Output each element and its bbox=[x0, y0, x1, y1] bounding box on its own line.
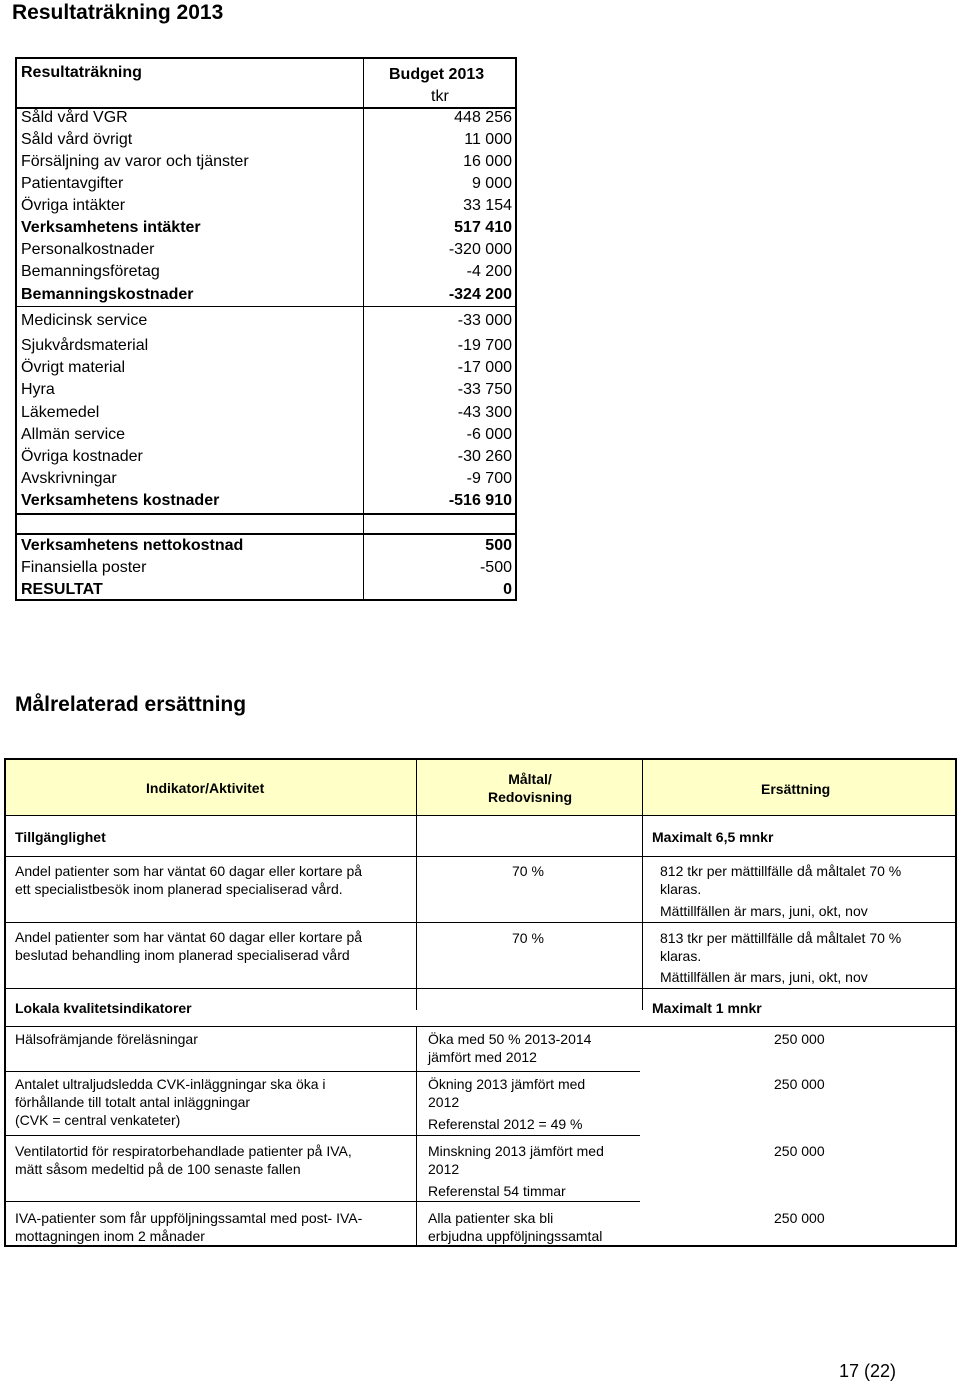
table-row bbox=[17, 379, 515, 401]
compensation-text: klaras. bbox=[660, 948, 702, 964]
table-row-total bbox=[17, 535, 515, 557]
indicator-text: ett specialistbesök inom planerad specialiserad vård. bbox=[15, 881, 343, 897]
row-value: -500 bbox=[479, 559, 512, 576]
row-label: Övrigt material bbox=[21, 359, 126, 376]
table-row bbox=[17, 129, 515, 151]
compensation-text: Mättillfällen är mars, juni, okt, nov bbox=[660, 903, 868, 919]
target-text: erbjudna uppföljningssamtal bbox=[428, 1228, 603, 1244]
target-text: Referenstal 54 timmar bbox=[428, 1183, 566, 1199]
indicator-text: Andel patienter som har väntat 60 dagar eller kortare på bbox=[15, 863, 363, 879]
indicator-text: (CVK = central venkateter) bbox=[15, 1112, 181, 1128]
row-label: Medicinsk service bbox=[21, 312, 148, 329]
target-compensation-table bbox=[4, 758, 957, 1247]
row-value: 33 154 bbox=[463, 197, 512, 214]
table-row-total bbox=[17, 490, 515, 512]
indicator-text: Andel patienter som har väntat 60 dagar eller kortare på bbox=[15, 929, 363, 945]
row-label: Hyra bbox=[21, 381, 55, 398]
row-value: 500 bbox=[485, 537, 512, 554]
row-value: -9 700 bbox=[466, 470, 512, 487]
indicator-text: mätt såsom medeltid på de 100 senaste fallen bbox=[15, 1161, 301, 1177]
table-row-result bbox=[17, 579, 515, 601]
indicator-text: beslutad behandling inom planerad specialiserad vård bbox=[15, 947, 350, 963]
availability-title: Tillgänglighet bbox=[15, 829, 106, 845]
page-number: 17 (22) bbox=[839, 1361, 897, 1381]
table-row bbox=[17, 239, 515, 261]
divider bbox=[6, 988, 955, 989]
amount-value: 250 000 bbox=[774, 1210, 825, 1226]
table-row bbox=[17, 151, 515, 173]
row-value: -33 000 bbox=[457, 312, 512, 329]
row-label: Verksamhetens intäkter bbox=[21, 219, 201, 236]
divider bbox=[6, 1201, 640, 1202]
row-value: 0 bbox=[503, 581, 512, 598]
table-row bbox=[17, 468, 515, 490]
row-value: -6 000 bbox=[466, 426, 512, 443]
row-label: Läkemedel bbox=[21, 404, 100, 421]
row-label: Försäljning av varor och tjänster bbox=[21, 153, 249, 170]
divider bbox=[6, 815, 955, 816]
row-value: -324 200 bbox=[448, 286, 512, 303]
target-value: 70 % bbox=[512, 930, 544, 946]
row-value: -19 700 bbox=[457, 337, 512, 354]
header-unit: tkr bbox=[431, 88, 449, 105]
row-label: Sjukvårdsmaterial bbox=[21, 337, 149, 354]
amount-value: 250 000 bbox=[774, 1076, 825, 1092]
page-title: Resultaträkning 2013 bbox=[12, 1, 224, 24]
indicator-text: Ventilatortid för respiratorbehandlade patienter på IVA, bbox=[15, 1143, 352, 1159]
column-divider bbox=[642, 760, 643, 815]
amount-value: 250 000 bbox=[774, 1031, 825, 1047]
header-target-line2: Redovisning bbox=[487, 789, 572, 805]
row-value: 517 410 bbox=[454, 219, 512, 236]
table-row bbox=[17, 402, 515, 424]
target-text: jämfört med 2012 bbox=[428, 1049, 537, 1065]
section-title: Målrelaterad ersättning bbox=[15, 693, 247, 716]
table-row bbox=[17, 195, 515, 217]
row-value: -17 000 bbox=[457, 359, 512, 376]
divider bbox=[6, 856, 955, 857]
availability-max: Maximalt 6,5 mnkr bbox=[652, 829, 774, 845]
row-label: Övriga kostnader bbox=[21, 448, 143, 465]
divider bbox=[6, 1071, 640, 1072]
row-value: -33 750 bbox=[457, 381, 512, 398]
row-label: Verksamhetens nettokostnad bbox=[21, 537, 244, 554]
table-row bbox=[17, 357, 515, 379]
row-value: 9 000 bbox=[471, 175, 512, 192]
indicator-text: Hälsofrämjande föreläsningar bbox=[15, 1031, 198, 1047]
row-label: Såld vård VGR bbox=[21, 109, 128, 126]
divider bbox=[17, 513, 515, 515]
table-row bbox=[17, 557, 515, 579]
compensation-text: Mättillfällen är mars, juni, okt, nov bbox=[660, 969, 868, 985]
row-label: Finansiella poster bbox=[21, 559, 147, 576]
row-label: Såld vård övrigt bbox=[21, 131, 133, 148]
divider bbox=[6, 1135, 640, 1136]
indicator-text: mottagningen inom 2 månader bbox=[15, 1228, 205, 1244]
row-label: Avskrivningar bbox=[21, 470, 117, 487]
header-compensation: Ersättning bbox=[761, 781, 831, 797]
header-target-line1: Måltal/ bbox=[508, 771, 552, 787]
column-divider bbox=[416, 815, 417, 1010]
table-row bbox=[17, 335, 515, 357]
divider bbox=[6, 1026, 955, 1027]
row-value: 11 000 bbox=[464, 131, 512, 148]
row-value: 448 256 bbox=[454, 109, 512, 126]
table-row bbox=[17, 173, 515, 195]
row-label: Övriga intäkter bbox=[21, 197, 126, 214]
row-value: -4 200 bbox=[466, 263, 512, 280]
target-text: Öka med 50 % 2013-2014 bbox=[428, 1031, 592, 1047]
target-text: Ökning 2013 jämfört med bbox=[428, 1076, 586, 1092]
table-row bbox=[17, 310, 515, 332]
row-value: -516 910 bbox=[448, 492, 512, 509]
header-label: Resultaträkning bbox=[21, 64, 142, 81]
target-text: Referenstal 2012 = 49 % bbox=[428, 1116, 583, 1132]
table-row bbox=[17, 424, 515, 446]
table-row bbox=[17, 261, 515, 283]
column-divider bbox=[416, 760, 417, 815]
compensation-text: 813 tkr per mättillfälle då måltalet 70 % bbox=[660, 930, 902, 946]
column-divider bbox=[642, 815, 643, 1010]
compensation-text: 812 tkr per mättillfälle då måltalet 70 % bbox=[660, 863, 902, 879]
quality-max: Maximalt 1 mnkr bbox=[652, 1000, 762, 1016]
header-indicator: Indikator/Aktivitet bbox=[146, 780, 265, 796]
divider bbox=[6, 922, 955, 923]
row-value: -43 300 bbox=[457, 404, 512, 421]
header-budget: Budget 2013 bbox=[389, 66, 485, 83]
income-statement-table bbox=[15, 57, 517, 601]
row-label: Patientavgifter bbox=[21, 175, 124, 192]
target-text: Minskning 2013 jämfört med bbox=[428, 1143, 604, 1159]
row-label: Personalkostnader bbox=[21, 241, 155, 258]
row-value: -320 000 bbox=[448, 241, 512, 258]
divider bbox=[17, 306, 515, 307]
amount-value: 250 000 bbox=[774, 1143, 825, 1159]
table-row bbox=[17, 446, 515, 468]
indicator-text: IVA-patienter som får uppföljningssamtal med post- IVA- bbox=[15, 1210, 363, 1226]
table-row-total bbox=[17, 284, 515, 306]
row-label: Verksamhetens kostnader bbox=[21, 492, 220, 509]
column-divider bbox=[416, 1026, 417, 1247]
target-text: 2012 bbox=[428, 1161, 460, 1177]
row-label: Bemanningsföretag bbox=[21, 263, 160, 280]
target-value: 70 % bbox=[512, 863, 544, 879]
table-row-total bbox=[17, 217, 515, 239]
table-row bbox=[17, 107, 515, 129]
indicator-text: förhållande till totalt antal inläggningar bbox=[15, 1094, 251, 1110]
row-label: RESULTAT bbox=[21, 581, 103, 598]
row-label: Bemanningskostnader bbox=[21, 286, 194, 303]
row-value: -30 260 bbox=[457, 448, 512, 465]
row-label: Allmän service bbox=[21, 426, 126, 443]
indicator-text: Antalet ultraljudsledda CVK-inläggningar ska öka i bbox=[15, 1076, 326, 1092]
target-text: 2012 bbox=[428, 1094, 460, 1110]
row-value: 16 000 bbox=[463, 153, 512, 170]
compensation-text: klaras. bbox=[660, 881, 702, 897]
quality-title: Lokala kvalitetsindikatorer bbox=[15, 1000, 192, 1016]
target-text: Alla patienter ska bli bbox=[428, 1210, 554, 1226]
